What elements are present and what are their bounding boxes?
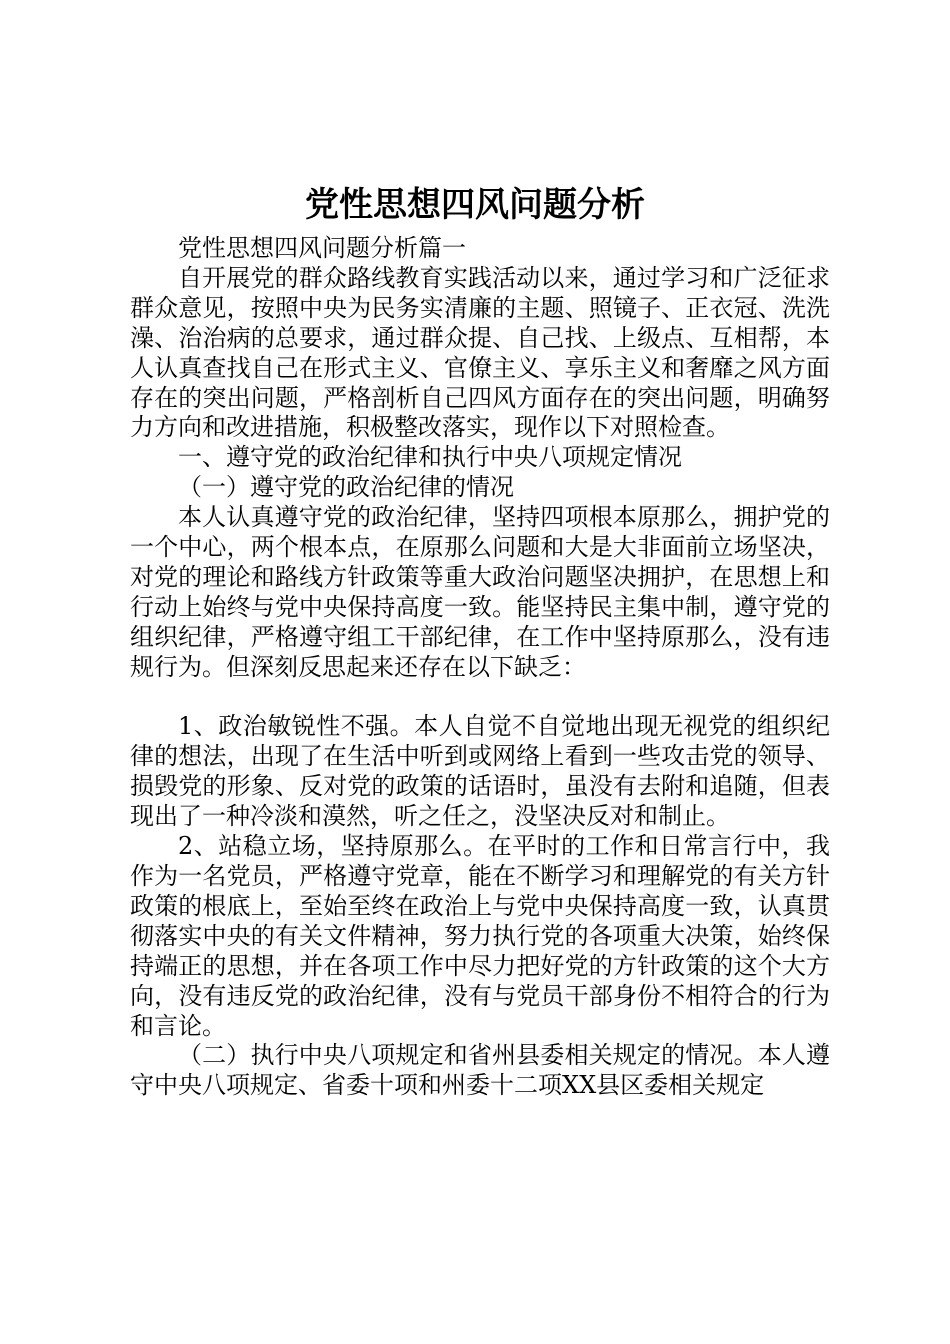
subsection-heading-1: （一）遵守党的政治纪律的情况	[178, 473, 514, 502]
subtitle-paragraph: 党性思想四风问题分析篇一	[178, 234, 466, 262]
subsection-2-paragraph: （二）执行中央八项规定和省州县委相关规定的情况。本人遵守中央八项规定、省委十项和州委十二项XX县区委相关规定	[130, 1041, 830, 1100]
intro-paragraph: 自开展党的群众路线教育实践活动以来，通过学习和广泛征求群众意见，按照中央为民务实清廉的主题、照镜子、正衣冠、洗洗澡、治治病的总要求，通过群众提、自己找、上级点、互相帮，本人认真查找自己在形式主义、官僚主义、享乐主义和奢靡之风方面存在的突出问题，严格剖析自己四风方面存在的突出问题，明确努力方向和改进措施，积极整改落实，现作以下对照检查。	[130, 263, 830, 442]
point-2-paragraph: 2、站稳立场，坚持原那么。在平时的工作和日常言行中，我作为一名党员，严格遵守党章，能在不断学习和理解党的有关方针政策的根底上，至始至终在政治上与党中央保持高度一致，认真贯彻落实中央的有关文件精神，努力执行党的各项重大决策，始终保持端正的思想，并在各项工作中尽力把好党的方针政策的这个大方向，没有违反党的政治纪律，没有与党员干部身份不相符合的行为和言论。	[130, 832, 830, 1040]
document-body	[130, 234, 830, 1101]
section-heading-1: 一、遵守党的政治纪律和执行中央八项规定情况	[178, 443, 682, 472]
discipline-paragraph: 本人认真遵守党的政治纪律，坚持四项根本原那么，拥护党的一个中心，两个根本点，在原那么问题和大是大非面前立场坚决，对党的理论和路线方针政策等重大政治问题坚决拥护，在思想上和行动上始终与党中央保持高度一致。能坚持民主集中制，遵守党的组织纪律，严格遵守组工干部纪律，在工作中坚持原那么，没有违规行为。但深刻反思起来还存在以下缺乏：	[130, 503, 830, 681]
document-title: 党性思想四风问题分析	[305, 185, 645, 225]
point-1-paragraph: 1、政治敏锐性不强。本人自觉不自觉地出现无视党的组织纪律的想法，出现了在生活中听到或网络上看到一些攻击党的领导、损毁党的形象、反对党的政策的话语时，虽没有去附和追随，但表现出了一种冷淡和漠然，听之任之，没坚决反对和制止。	[130, 712, 830, 831]
